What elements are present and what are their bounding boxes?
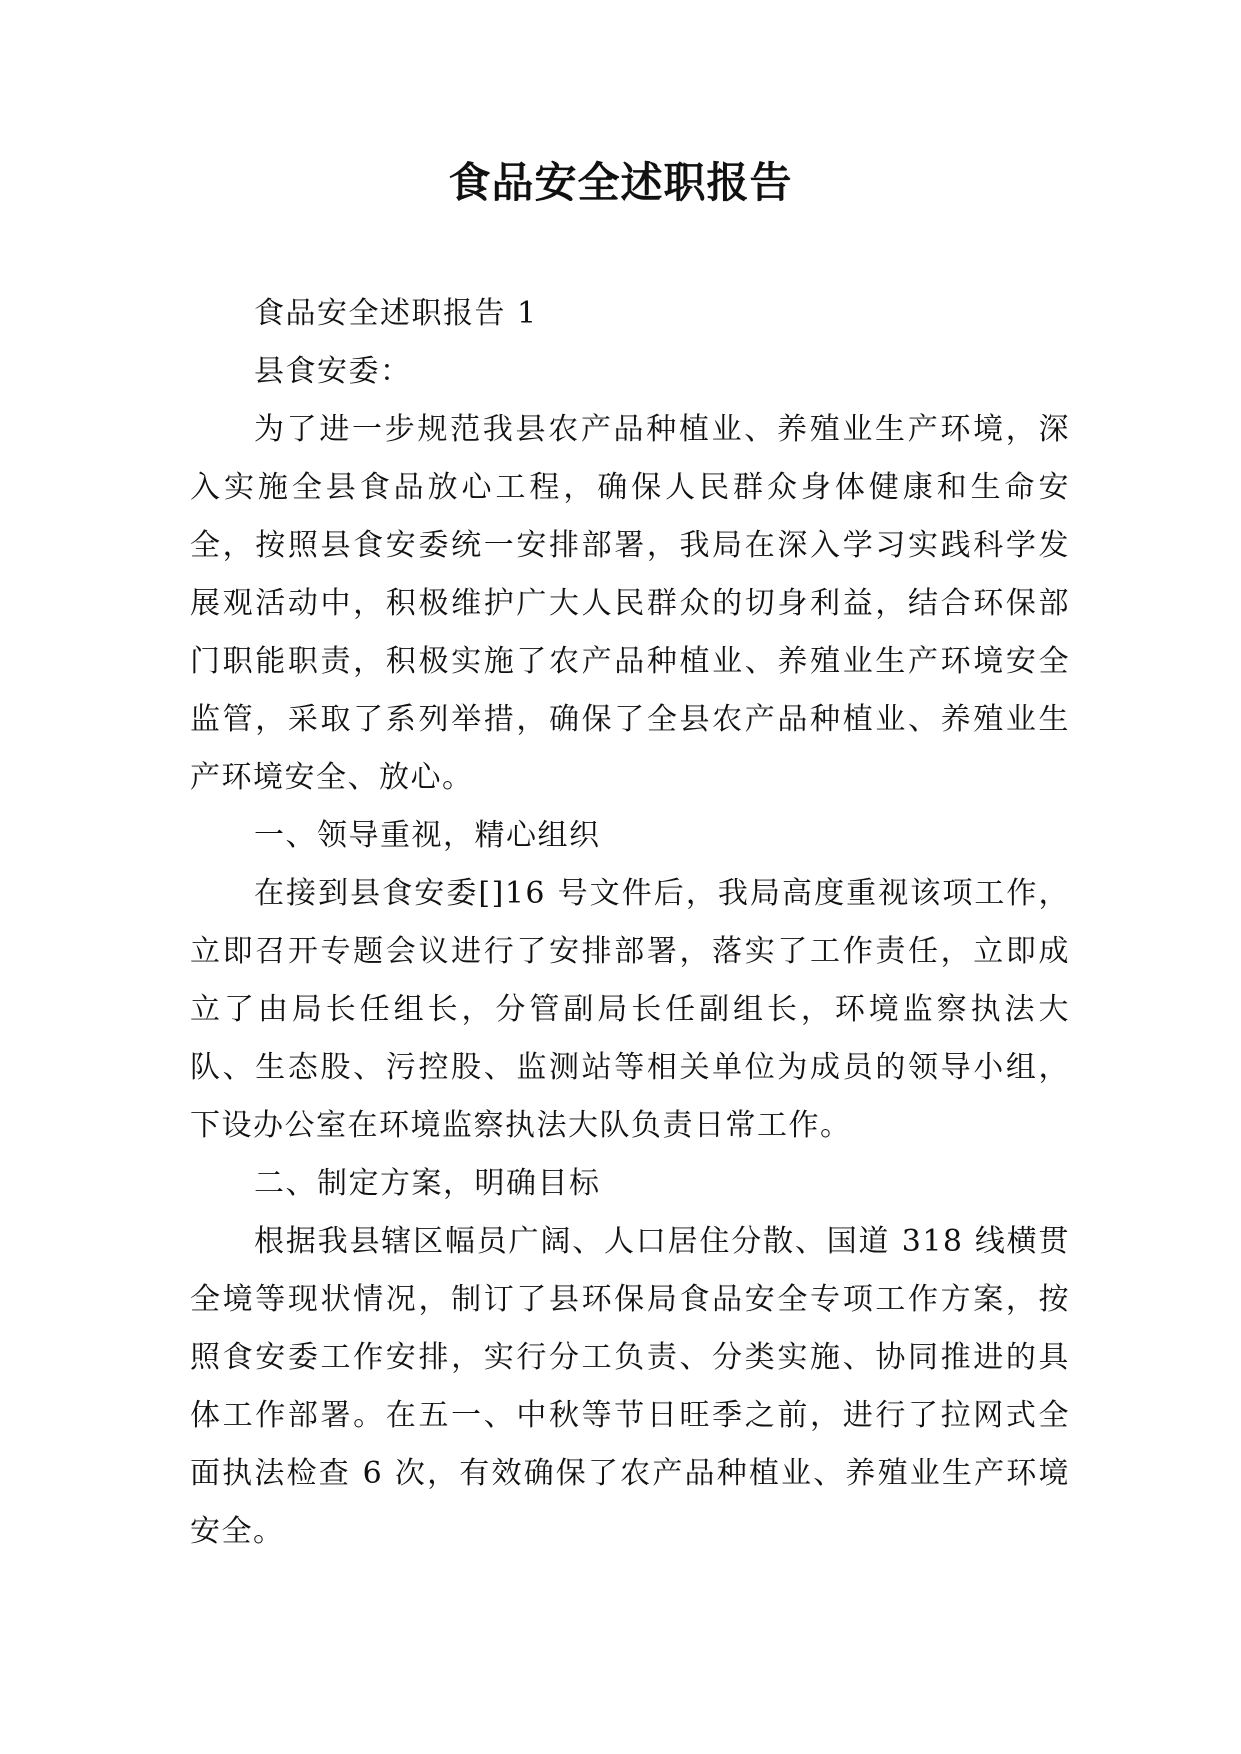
section-1-paragraph: 在接到县食安委[]16 号文件后，我局高度重视该项工作，立即召开专题会议进行了安排部署，落实了工作责任，立即成立了由局长任组长，分管副局长任副组长，环境监察执法大队、生态股、污控股、监测站等相关单位为成员的领导小组，下设办公室在环境监察执法大队负责日常工作。 (190, 876, 1070, 1143)
report-heading: 食品安全述职报告 1 (254, 296, 538, 331)
salutation: 县食安委： (254, 354, 412, 389)
document-title: 食品安全述职报告 (448, 158, 793, 207)
section-2-paragraph: 根据我县辖区幅员广阔、人口居住分散、国道 318 线横贯全境等现状情况，制订了县环保局食品安全专项工作方案，按照食安委工作安排，实行分工负责、分类实施、协同推进的具体工作部署。在五一、中秋等节日旺季之前，进行了拉网式全面执法检查 6 次，有效确保了农产品种植业、养殖业生产环境安全。 (190, 1224, 1070, 1549)
section-heading-2: 二、制定方案，明确目标 (254, 1166, 601, 1201)
intro-paragraph: 为了进一步规范我县农产品种植业、养殖业生产环境，深入实施全县食品放心工程，确保人民群众身体健康和生命安全，按照县食安委统一安排部署，我局在深入学习实践科学发展观活动中，积极维护广大人民群众的切身利益，结合环保部门职能职责，积极实施了农产品种植业、养殖业生产环境安全监管，采取了系列举措，确保了全县农产品种植业、养殖业生产环境安全、放心。 (190, 412, 1070, 795)
section-heading-1: 一、领导重视，精心组织 (254, 818, 601, 853)
document-body (190, 285, 1070, 1561)
